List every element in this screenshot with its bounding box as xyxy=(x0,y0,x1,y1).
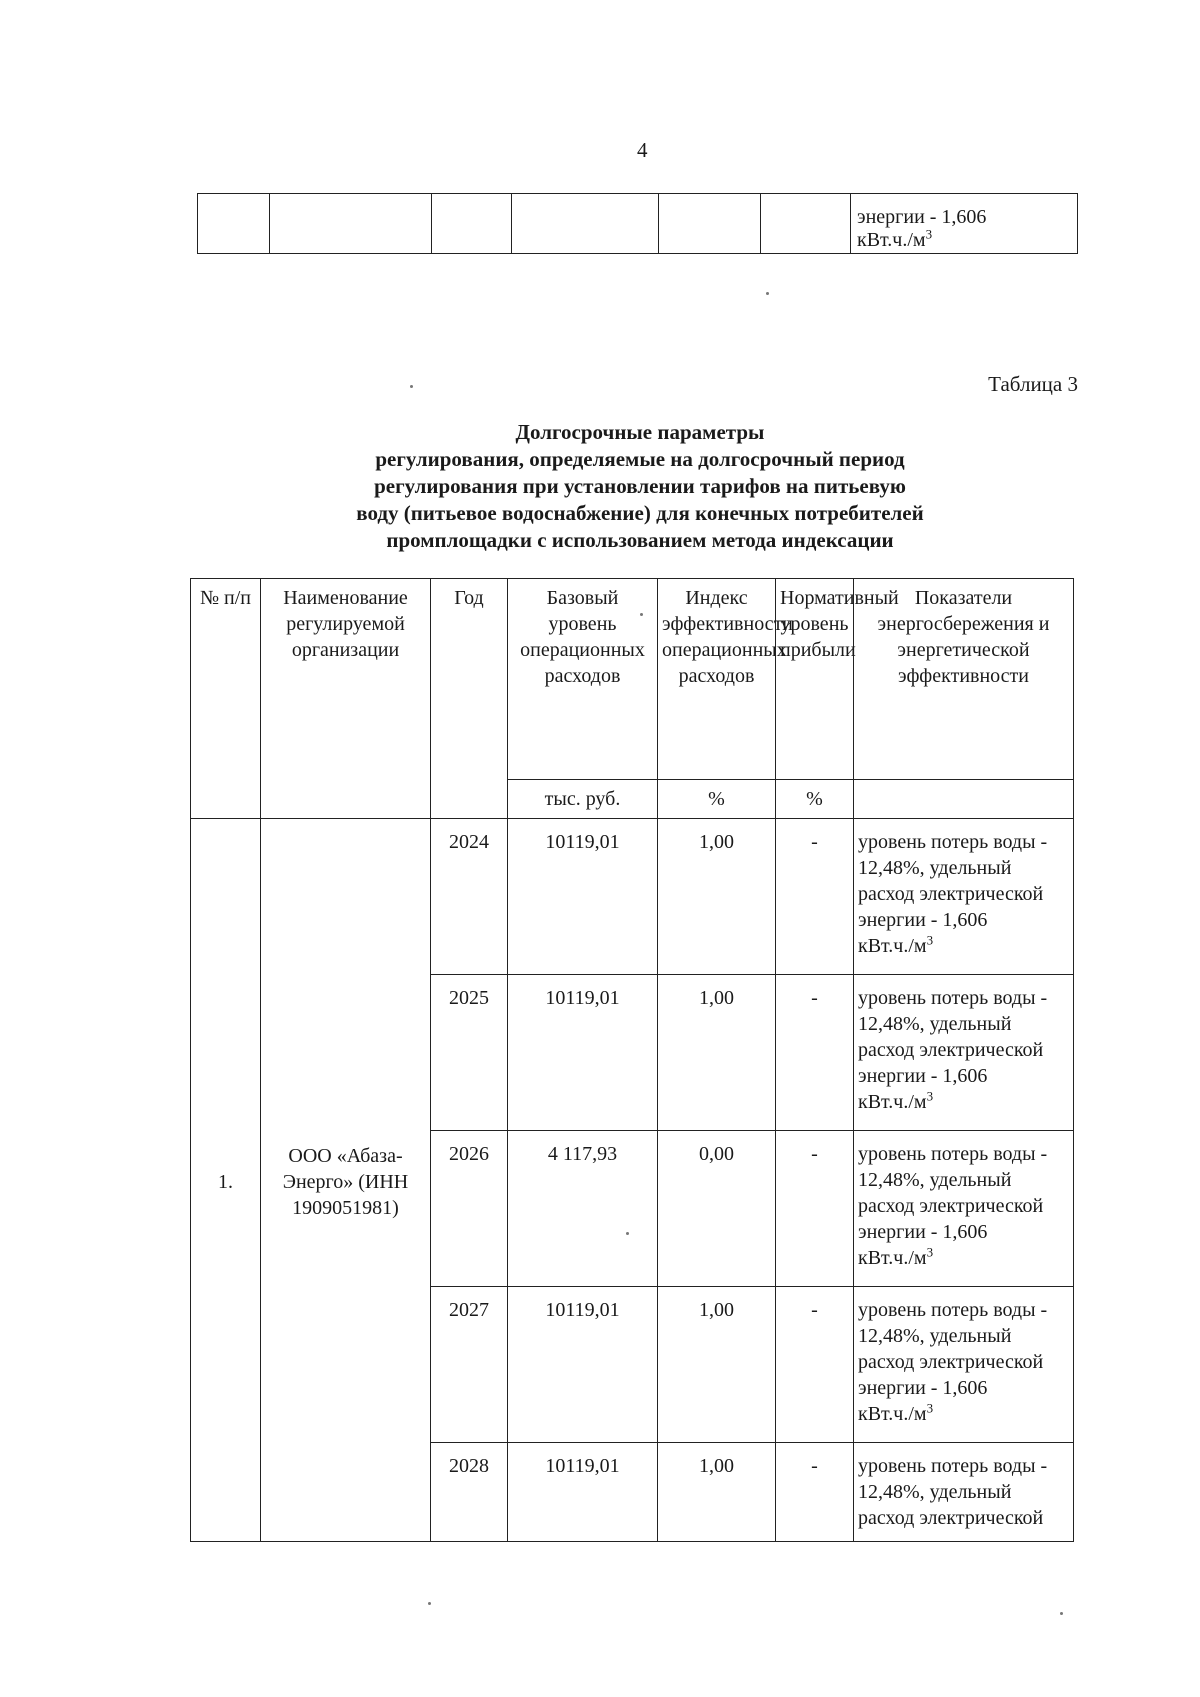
indicator-cell xyxy=(854,975,1074,1131)
index-cell: 1,00 xyxy=(658,1443,776,1542)
index-cell: 1,00 xyxy=(658,975,776,1131)
indicator-line: 12,48%, удельный xyxy=(858,1481,1012,1503)
base-cell: 4 117,93 xyxy=(508,1131,658,1287)
indicator-line: расход электрической xyxy=(858,1195,1044,1217)
unit-superscript: 3 xyxy=(925,226,933,242)
indicator-line: расход электрической xyxy=(858,1039,1044,1061)
document-title xyxy=(270,419,1010,554)
indicator-unit: кВт.ч./м xyxy=(858,1247,927,1269)
base-cell: 10119,01 xyxy=(508,1443,658,1542)
title-line: воду (питьевое водоснабжение) для конечных потребителей xyxy=(356,501,924,525)
title-line: регулирования, определяемые на долгосрочный период xyxy=(375,447,905,471)
indicator-cell xyxy=(854,819,1074,975)
scan-speck xyxy=(766,292,769,295)
indicator-line: уровень потерь воды - xyxy=(858,1143,1048,1165)
base-cell: 10119,01 xyxy=(508,819,658,975)
norm-cell: - xyxy=(776,1131,854,1287)
cell xyxy=(761,194,851,254)
cell xyxy=(198,194,270,254)
indicator-line: уровень потерь воды - xyxy=(858,831,1048,853)
indicator-unit: кВт.ч./м xyxy=(858,1091,927,1113)
unit-base: тыс. руб. xyxy=(508,780,658,819)
indicator-cell xyxy=(854,1443,1074,1542)
parameters-table xyxy=(190,578,1074,1542)
year-cell: 2028 xyxy=(431,1443,508,1542)
base-cell: 10119,01 xyxy=(508,1287,658,1443)
scan-speck xyxy=(1060,1612,1063,1615)
indicator-unit: кВт.ч./м xyxy=(858,935,927,957)
index-cell: 0,00 xyxy=(658,1131,776,1287)
indicator-line: 12,48%, удельный xyxy=(858,1169,1012,1191)
header-year: Год xyxy=(431,579,508,819)
year-cell: 2026 xyxy=(431,1131,508,1287)
continuation-row xyxy=(198,194,1078,254)
cell xyxy=(432,194,512,254)
header-index: Индекс эффективности операционных расходов xyxy=(658,579,776,780)
scan-speck xyxy=(428,1602,431,1605)
unit-index: % xyxy=(658,780,776,819)
indicator-line: 12,48%, удельный xyxy=(858,857,1012,879)
base-cell: 10119,01 xyxy=(508,975,658,1131)
cell xyxy=(512,194,659,254)
indicator-line: уровень потерь воды - xyxy=(858,987,1048,1009)
table-row xyxy=(191,819,1074,975)
unit-superscript: 3 xyxy=(926,932,934,948)
indicator-line: 12,48%, удельный xyxy=(858,1325,1012,1347)
indicator-line: энергии - 1,606 xyxy=(858,1221,988,1243)
scan-speck xyxy=(626,1232,629,1235)
scan-speck xyxy=(640,613,643,616)
indicator-line: энергии - 1,606 xyxy=(858,1065,988,1087)
indicator-line: уровень потерь воды - xyxy=(858,1455,1048,1477)
unit-norm: % xyxy=(776,780,854,819)
header-org: Наименование регулируемой организации xyxy=(261,579,431,819)
header-num: № п/п xyxy=(191,579,261,819)
unit-superscript: 3 xyxy=(926,1244,934,1260)
continuation-unit: кВт.ч./м xyxy=(857,229,926,251)
norm-cell: - xyxy=(776,1287,854,1443)
header-row xyxy=(191,579,1074,780)
norm-cell: - xyxy=(776,975,854,1131)
cell xyxy=(659,194,761,254)
organization-name: ООО «Абаза-Энерго» (ИНН 1909051981) xyxy=(261,819,431,1542)
indicator-line: расход электрической xyxy=(858,1351,1044,1373)
title-line: Долгосрочные параметры xyxy=(515,420,765,444)
indicator-line: расход электрической xyxy=(858,883,1044,905)
norm-cell: - xyxy=(776,1443,854,1542)
indicator-line: энергии - 1,606 xyxy=(858,1377,988,1399)
indicator-line: 12,48%, удельный xyxy=(858,1013,1012,1035)
indicator-line: уровень потерь воды - xyxy=(858,1299,1048,1321)
year-cell: 2024 xyxy=(431,819,508,975)
title-line: регулирования при установлении тарифов на питьевую xyxy=(374,474,906,498)
year-cell: 2027 xyxy=(431,1287,508,1443)
year-cell: 2025 xyxy=(431,975,508,1131)
indicator-line: расход электрической xyxy=(858,1507,1044,1529)
title-line: промплощадки с использованием метода индексации xyxy=(386,528,894,552)
index-cell: 1,00 xyxy=(658,1287,776,1443)
unit-superscript: 3 xyxy=(926,1400,934,1416)
row-number: 1. xyxy=(191,819,261,1542)
cell xyxy=(270,194,432,254)
scan-speck xyxy=(410,385,413,388)
unit-indicators xyxy=(854,780,1074,819)
indicator-line: энергии - 1,606 xyxy=(858,909,988,931)
indicator-cell xyxy=(854,1131,1074,1287)
unit-superscript: 3 xyxy=(926,1088,934,1104)
indicator-cell xyxy=(854,1287,1074,1443)
continuation-table xyxy=(197,193,1078,254)
page-number: 4 xyxy=(637,138,648,162)
index-cell: 1,00 xyxy=(658,819,776,975)
indicator-unit: кВт.ч./м xyxy=(858,1403,927,1425)
header-norm: Нормативный уровень прибыли xyxy=(776,579,854,780)
header-base: Базовый уровень операционных расходов xyxy=(508,579,658,780)
table-caption: Таблица 3 xyxy=(988,372,1078,396)
continuation-line: энергии - 1,606 xyxy=(857,206,987,228)
header-indicators: Показатели энергосбережения и энергетической эффективности xyxy=(854,579,1074,780)
norm-cell: - xyxy=(776,819,854,975)
continuation-indicator-cell xyxy=(851,194,1078,254)
